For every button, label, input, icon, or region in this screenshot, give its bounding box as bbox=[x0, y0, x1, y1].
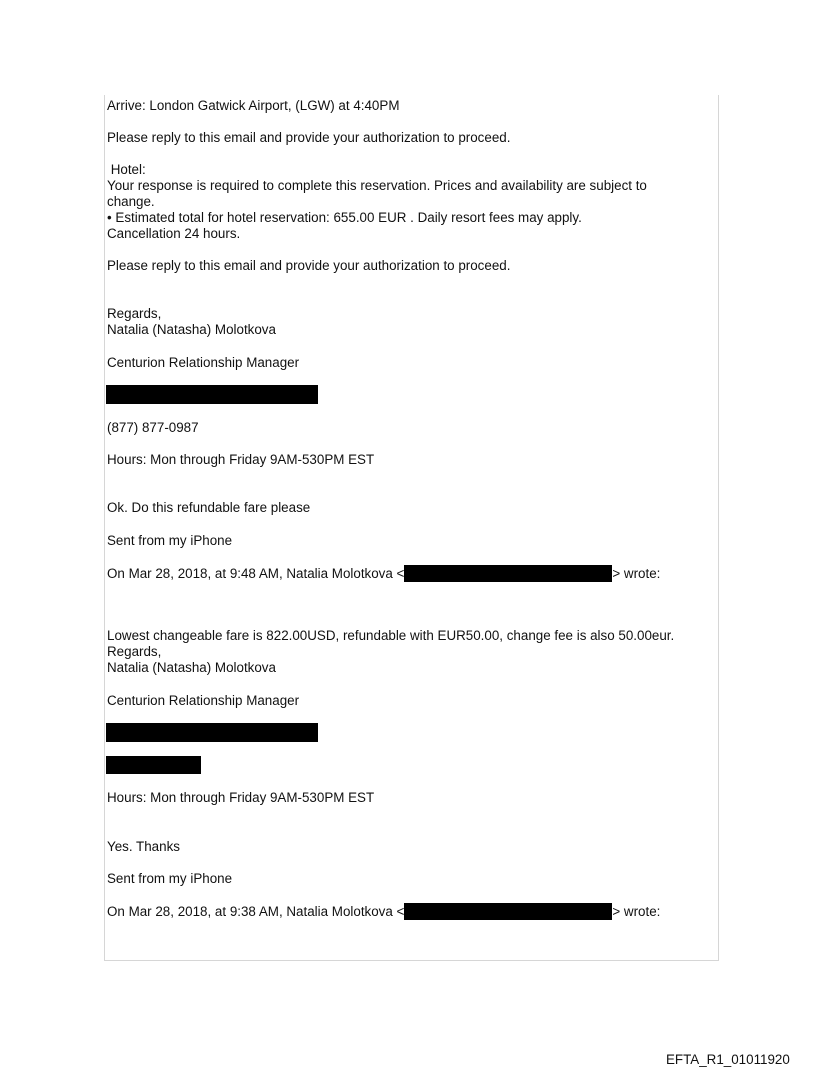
signature-regards: Regards, bbox=[107, 306, 162, 321]
signature-hours: Hours: Mon through Friday 9AM-530PM EST bbox=[107, 790, 375, 805]
signature-name: Natalia (Natasha) Molotkova bbox=[107, 322, 276, 337]
signature-title: Centurion Relationship Manager bbox=[107, 693, 300, 708]
redacted-email-address bbox=[404, 903, 612, 920]
redacted-email-address bbox=[404, 565, 612, 582]
redaction-block bbox=[106, 385, 318, 404]
cancellation-policy: Cancellation 24 hours. bbox=[107, 226, 241, 241]
sent-from-signature: Sent from my iPhone bbox=[107, 871, 233, 886]
signature-phone: (877) 877-0987 bbox=[107, 420, 199, 435]
quote-header-suffix: > wrote: bbox=[612, 904, 661, 919]
quote-header-prefix: On Mar 28, 2018, at 9:38 AM, Natalia Molotkova < bbox=[107, 904, 405, 919]
sent-from-signature: Sent from my iPhone bbox=[107, 533, 233, 548]
signature-hours: Hours: Mon through Friday 9AM-530PM EST bbox=[107, 452, 375, 467]
quote-header-prefix: On Mar 28, 2018, at 9:48 AM, Natalia Molotkova < bbox=[107, 566, 405, 581]
reply-message: Yes. Thanks bbox=[107, 839, 180, 854]
quote-header bbox=[107, 565, 660, 582]
arrival-line: Arrive: London Gatwick Airport, (LGW) at 4:40PM bbox=[107, 98, 400, 113]
fare-info: Lowest changeable fare is 822.00USD, refundable with EUR50.00, change fee is also 50.00eur. bbox=[107, 628, 675, 643]
quote-header bbox=[107, 903, 660, 920]
reply-message: Ok. Do this refundable fare please bbox=[107, 500, 311, 515]
redaction-block bbox=[106, 723, 318, 742]
redaction-block bbox=[106, 756, 201, 774]
hotel-estimate: • Estimated total for hotel reservation: 655.00 EUR . Daily resort fees may apply. bbox=[107, 210, 582, 225]
hotel-response-line: Your response is required to complete this reservation. Prices and availability are subject to bbox=[107, 178, 647, 193]
authorization-request: Please reply to this email and provide your authorization to proceed. bbox=[107, 130, 511, 145]
signature-title: Centurion Relationship Manager bbox=[107, 355, 300, 370]
authorization-request: Please reply to this email and provide your authorization to proceed. bbox=[107, 258, 511, 273]
hotel-heading: Hotel: bbox=[107, 162, 146, 177]
signature-regards: Regards, bbox=[107, 644, 162, 659]
hotel-response-line-continued: change. bbox=[107, 194, 155, 209]
document-id: EFTA_R1_01011920 bbox=[666, 1052, 790, 1067]
signature-name: Natalia (Natasha) Molotkova bbox=[107, 660, 276, 675]
quote-header-suffix: > wrote: bbox=[612, 566, 661, 581]
